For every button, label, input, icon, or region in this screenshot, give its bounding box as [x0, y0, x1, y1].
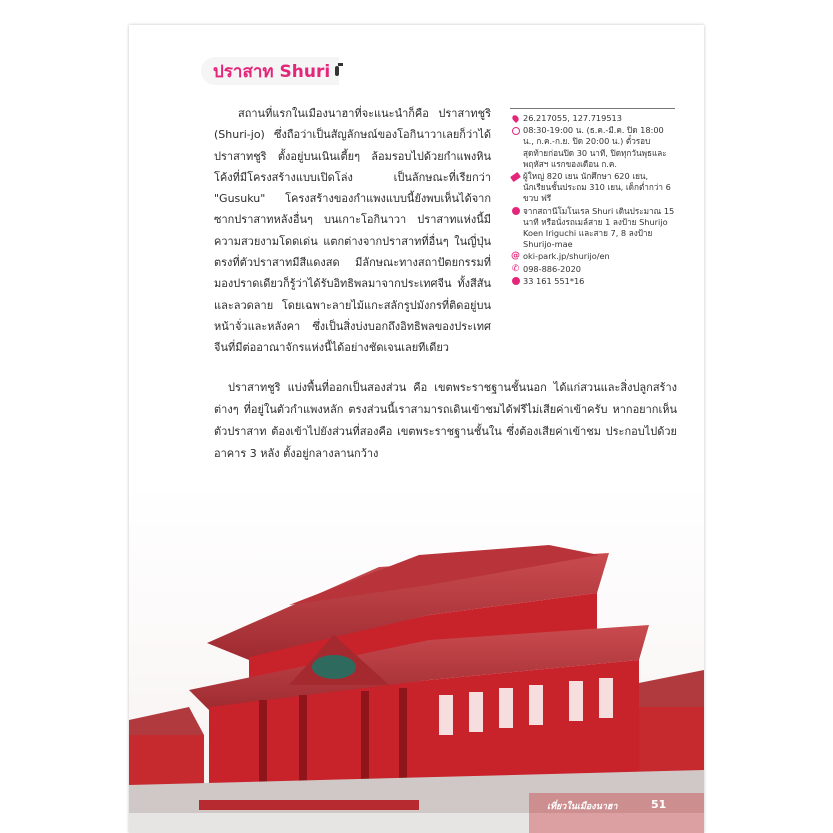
car-icon [510, 277, 521, 286]
info-price: ผู้ใหญ่ 820 เยน นักศึกษา 620 เยน, นักเรียนชั้นประถม 310 เยน, เด็กต่ำกว่า 6 ขวบ ฟรี [523, 171, 671, 204]
clock-icon [510, 126, 521, 135]
info-mapcode: 33 161 551*16 [523, 275, 585, 286]
section-title-box [201, 57, 339, 85]
info-access-row [510, 206, 675, 251]
camera-icon [335, 66, 339, 76]
ticket-icon [510, 172, 521, 181]
location-pin-icon [510, 114, 521, 123]
body-paragraph: ปราสาทชูริ แบ่งพื้นที่ออกเป็นสองส่วน คือ เขตพระราชฐานชั้นนอก ได้แก่สวนและสิ่งปลูกสร้างต่างๆ ที่อยู่ในตัวกำแพงหลัก ตรงส่วนนี้เราสามารถเดินเข้าชมได้ฟรีไม่เสียค่าเข้าครับ หากอยากเห็นตัวปราสาท ต้องเข้าไปยังส่วนที่สองคือ เขตพระราชฐานชั้นใน ซึ่งต้องเสียค่าเข้าชม ประกอบไปด้วยอาคาร 3 หลัง ตั้งอยู่กลางลานกว้าง [214, 381, 677, 460]
info-access: จากสถานีโมโนเรล Shuri เดินประมาณ 15 นาที หรือนั่งรถเมล์สาย 1 ลงป้าย Shurijo Koen Iriguchi และสาย 7, 8 ลงป้าย Shurijo-mae [523, 205, 675, 250]
info-location-row [510, 113, 675, 124]
section-title: ปราสาท Shuri [213, 61, 331, 82]
info-mapcode-row [510, 276, 675, 287]
phone-icon: ✆ [511, 263, 520, 274]
info-phone: 098-886-2020 [523, 263, 582, 274]
info-location: 26.217055, 127.719513 [523, 113, 622, 123]
info-website: oki-park.jp/shurijo/en [523, 251, 610, 262]
info-phone-row [510, 264, 675, 275]
page-number: 51 [651, 798, 667, 811]
book-page [129, 25, 704, 833]
at-sign-icon: @ [511, 251, 520, 262]
body-column [214, 377, 677, 465]
intro-column [214, 103, 491, 359]
transit-icon [510, 207, 521, 216]
info-box [510, 108, 675, 288]
info-price-row [510, 171, 675, 205]
info-hours: 08:30-19:00 น. (ธ.ค.-มี.ค. ปิด 18:00 น., ก.ค.-ก.ย. ปิด 20:00 น.) ตั๋วรอบสุดท้ายก่อนปิด 30 นาที, ปิดทุกวันพุธและพฤหัสฯ แรกของเดือน ก.ค. [523, 125, 667, 169]
info-website-row [510, 251, 675, 262]
footer-chapter-label: เที่ยวในเมืองนาฮา [547, 802, 618, 812]
shuri-castle-photo [129, 485, 704, 833]
intro-paragraph: สถานที่แรกในเมืองนาฮาที่จะแนะนำก็คือ ปราสาทชูริ (Shuri-jo) ซึ่งถือว่าเป็นสัญลักษณ์ของโอกินาวาเลยก็ว่าได้ ปราสาทชูริ ตั้งอยู่บนเนินเตี้ยๆ ล้อมรอบไปด้วยกำแพงหินโค้งที่มีโครงสร้างแบบเปิดโล่ง เป็นลักษณะที่เรียกว่า "Gusuku" โครงสร้างของกำแพงแบบนี้ยังพบเห็นได้จากซากปราสาทหลังอื่นๆ บนเกาะโอกินาวา ปราสาทแห่งนี้มีความสวยงามโดดเด่น แตกต่างจากปราสาทที่อื่นๆ ในญี่ปุ่น ตรงที่ตัวปราสาทมีสีแดงสด มีลักษณะทางสถาปัตยกรรมที่มองปราดเดียวก็รู้ว่าได้รับอิทธิพลมาจากประเทศจีน ทั้งสีสันและลวดลาย โดยเฉพาะลายไม้แกะสลักรูปมังกรที่ติดอยู่บนหน้าจั่วและหลังคา ซึ่งเป็นสิ่งบ่งบอกถึงอิทธิพลของประเทศจีนที่มีต่ออาณาจักรแห่งนี้ได้อย่างชัดเจนเลยทีเดียว [214, 107, 491, 355]
info-hours-row [510, 125, 675, 170]
